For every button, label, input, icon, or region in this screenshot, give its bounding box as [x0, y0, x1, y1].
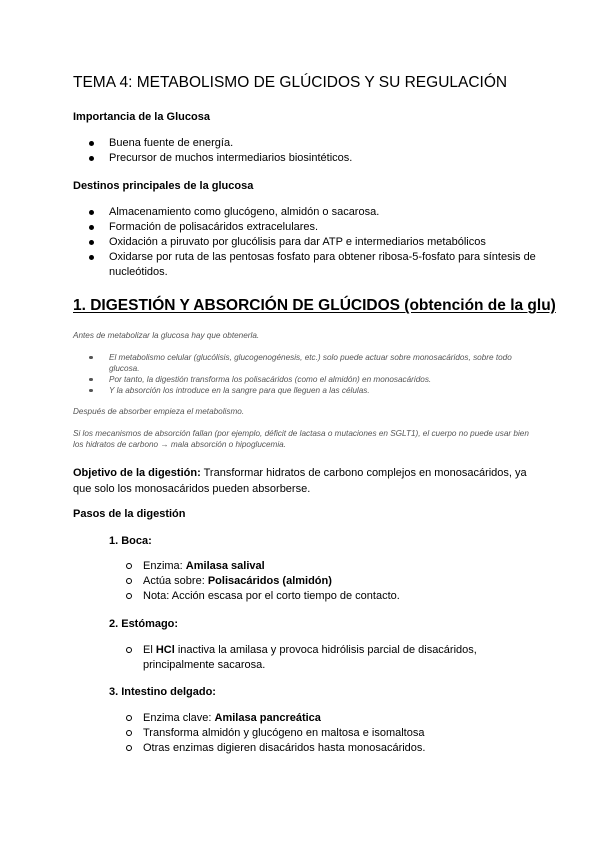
objective-paragraph	[73, 465, 533, 497]
list-item	[109, 643, 543, 673]
list-item: Y la absorción los introduce en la sangre para que lleguen a las células.	[73, 385, 529, 396]
document-title: TEMA 4: METABOLISMO DE GLÚCIDOS Y SU REGULACIÓN	[73, 74, 508, 91]
enzyme-name: Amilasa salival	[185, 560, 265, 572]
steps-heading: Pasos de la digestión	[73, 508, 186, 520]
hcl-term: HCl	[155, 644, 175, 656]
enzyme-name: Amilasa pancreática	[214, 712, 321, 724]
list-item: Precursor de muchos intermediarios biosintéticos.	[73, 151, 559, 166]
notes-list	[73, 352, 529, 396]
list-item: Almacenamiento como glucógeno, almidón o sacarosa.	[73, 205, 559, 220]
list-item: Nota: Acción escasa por el corto tiempo de contacto.	[109, 589, 543, 604]
label: El	[143, 644, 156, 656]
label: Enzima:	[143, 560, 186, 572]
section-heading: 1. DIGESTIÓN Y ABSORCIÓN DE GLÚCIDOS (obtención de la glu)	[73, 297, 556, 314]
objective-label: Objetivo de la digestión:	[73, 467, 201, 479]
list-item	[109, 711, 543, 726]
list-item: Buena fuente de energía.	[73, 136, 559, 151]
step-intestino-title: 3. Intestino delgado:	[109, 686, 216, 698]
intro-note: Antes de metabolizar la glucosa hay que obtenerla.	[73, 331, 260, 340]
destinos-list	[73, 205, 559, 280]
substrate-name: Polisacáridos (almidón)	[207, 575, 332, 587]
list-item: Por tanto, la digestión transforma los polisacáridos (como el almidón) en monosacáridos.	[73, 374, 529, 385]
list-item: Oxidación a piruvato por glucólisis para dar ATP e intermediarios metabólicos	[73, 235, 559, 250]
importancia-list	[73, 136, 559, 166]
failure-note: Si los mecanismos de absorción fallan (por ejemplo, déficit de lactasa o mutaciones en SGLT1), el cuerpo no puede usar bien los hidratos de carbono → mala absorción o hipoglucemia.	[73, 429, 529, 449]
after-note: Después de absorber empieza el metabolismo.	[73, 407, 245, 416]
list-item: Transforma almidón y glucógeno en maltosa e isomaltosa	[109, 726, 543, 741]
importancia-heading: Importancia de la Glucosa	[73, 111, 210, 123]
list-item: Oxidarse por ruta de las pentosas fosfato para obtener ribosa-5-fosfato para síntesis de nucleótidos.	[73, 250, 559, 280]
text: inactiva la amilasa y provoca hidrólisis parcial de disacáridos, principalmente sacarosa.	[143, 644, 477, 671]
list-item	[109, 574, 543, 589]
intestino-list	[109, 711, 543, 756]
list-item: El metabolismo celular (glucólisis, glucogenogénesis, etc.) solo puede actuar sobre monosacáridos, sobre todo glucosa.	[73, 352, 529, 374]
label: Enzima clave:	[143, 712, 215, 724]
estomago-list	[109, 643, 543, 673]
step-estomago-title: 2. Estómago:	[109, 618, 179, 630]
destinos-heading: Destinos principales de la glucosa	[73, 180, 254, 192]
label: Actúa sobre:	[143, 575, 208, 587]
list-item: Otras enzimas digieren disacáridos hasta monosacáridos.	[109, 741, 543, 756]
boca-list	[109, 559, 543, 604]
step-boca-title: 1. Boca:	[109, 535, 152, 547]
objective-text: Transformar hidratos de carbono complejos en monosacáridos, ya que solo los monosacáridos pueden absorberse.	[73, 467, 527, 495]
list-item	[109, 559, 543, 574]
list-item: Formación de polisacáridos extracelulares.	[73, 220, 559, 235]
